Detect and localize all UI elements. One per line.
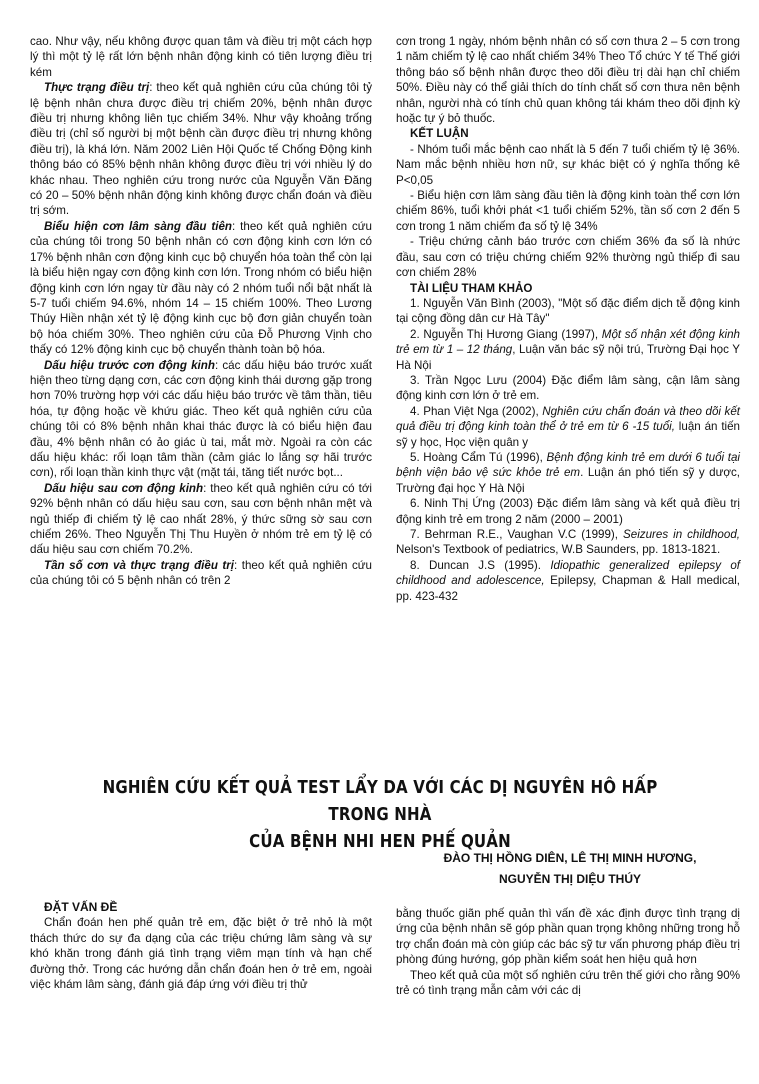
- paragraph: [30, 80, 372, 219]
- references-heading: TÀI LIỆU THAM KHẢO: [410, 281, 533, 295]
- paragraph-body: : các dấu hiệu báo trước xuất hiện theo từng dạng cơn, các cơn động kinh thái dương gặp trong hơn 70% trường hợp với các dấu hiệu báo trước về tâm thần, tiêu hóa, tự động hoặc về khứu giác. Theo kết quả nghiên cứu của chúng tôi có 8% bệnh nhân khai thác được là có biểu hiện đau đầu, 4% bệnh nhân có ảo giác ù tai, mắt mờ. Ngoài ra còn các dấu hiệu khác: rối loạn tâm thần (cảm giác lo lắng sợ hãi trước cơn), rối loạn thần kinh thực vật (mặt tái, tăng tiết nước bọt...: [30, 358, 372, 480]
- reference-pre: 6. Ninh Thị Ứng (2003) Đặc điểm lâm sàng và kết quả điều trị động kinh trẻ em trong 2 năm (2000 – 2001): [396, 497, 740, 526]
- conclusion-item: - Biểu hiện cơn lâm sàng đầu tiên là động kinh toàn thể cơn lớn chiếm 86%, tuổi khởi phát <1 tuổi chiếm 52%, tần số cơn 2 đến 5 cơn trong 1 năm chiếm đa số tỷ lệ 34%: [396, 189, 740, 233]
- article-title-line: NGHIÊN CỨU KẾT QUẢ TEST LẨY DA VỚI CÁC DỊ NGUYÊN HÔ HẤP TRONG NHÀ: [102, 778, 658, 825]
- article-authors: [400, 848, 740, 890]
- authors-line: NGUYỄN THỊ DIỆU THÚY: [498, 872, 641, 886]
- left-column: [30, 34, 372, 589]
- article-title-line: CỦA BỆNH NHI HEN PHẾ QUẢN: [249, 832, 511, 852]
- paragraph: [30, 558, 372, 589]
- paragraph-lead: Tần số cơn và thực trạng điều trị: [44, 558, 235, 572]
- paragraph-lead: Thực trạng điều trị: [44, 81, 150, 95]
- reference-item: [396, 527, 740, 558]
- reference-list: [396, 296, 740, 604]
- reference-item: [396, 373, 740, 404]
- paragraph: cơn trong 1 ngày, nhóm bệnh nhân có số cơn thưa 2 – 5 cơn trong 1 năm chiếm tỷ lệ cao nhất chiếm 34% Theo Tổ chức Y tế Thế giới thông báo số bệnh nhân được theo dõi điều trị dài hạn chỉ chiếm 50%. Điều này có thể giải thích do tính chất số cơn thưa nên bệnh nhân, người nhà có tính chủ quan không tái khám theo dõi định kỳ hoặc tự ý bỏ thuốc.: [396, 35, 740, 126]
- reference-pre: 4. Phan Việt Nga (2002),: [410, 404, 543, 418]
- reference-pre: 5. Hoàng Cẩm Tú (1996),: [410, 450, 547, 464]
- reference-it: Một số nhận xét động kinh trẻ em từ 1 – 12 tháng: [396, 327, 740, 357]
- conclusion-heading: KẾT LUẬN: [410, 127, 469, 141]
- reference-post: luận án tiến sỹ y học, Học viện quân y: [396, 420, 741, 449]
- article-title: [70, 775, 689, 856]
- paragraph: [30, 481, 372, 558]
- reference-it: Seizures in childhood,: [623, 528, 740, 541]
- paragraph: cao. Như vậy, nếu không được quan tâm và điều trị một cách hợp lý thì một tỷ lệ rất lớn bệnh nhân động kinh có tiên lượng điều trị kém: [30, 35, 372, 79]
- paragraph-lead: Dấu hiệu trước cơn động kinh: [44, 358, 215, 372]
- reference-post: . Luận án phó tiến sỹ y dược, Trường đại học Y Hà Nội: [396, 466, 740, 495]
- paragraph-body: : theo kết quả nghiên cứu có tới 92% bệnh nhân có dấu hiệu sau cơn, sau cơn bệnh nhân mệt và ngủ thiếp đi chiếm tỷ lệ cao nhất 28%, ý thức sững sờ sau cơn chiếm 26%. Theo Nguyễn Thị Thu Huyền ở nhóm trẻ em tỷ lệ có dấu hiệu sau cơn chiếm 70.2%.: [30, 481, 373, 557]
- authors-line: ĐÀO THỊ HỒNG DIÊN, LÊ THỊ MINH HƯƠNG,: [443, 851, 697, 865]
- reference-item: [396, 296, 740, 327]
- paragraph-lead: Dấu hiệu sau cơn động kinh: [44, 481, 204, 495]
- reference-pre: 7. Behrman R.E., Vaughan V.C (1999),: [410, 528, 624, 541]
- reference-item: [396, 496, 740, 527]
- section-heading: ĐẶT VẤN ĐỀ: [44, 900, 118, 914]
- right-column: [396, 34, 740, 604]
- reference-pre: 2. Nguyễn Thị Hương Giang (1997),: [410, 327, 602, 341]
- reference-it: Idiopathic generalized epilepsy of childhood and adolescence,: [396, 558, 740, 588]
- paragraph: bằng thuốc giãn phế quản thì vấn đề xác định được tình trạng dị ứng của bệnh nhân sẽ góp phần quan trọng không những trong hỗ trợ chẩn đoán mà còn giúp các bác sỹ tư vấn phương pháp điều trị phòng đúng hướng, góp phần kiểm soát hen hiệu quả hơn: [396, 907, 740, 967]
- paragraph: [30, 358, 372, 481]
- paragraph: Chẩn đoán hen phế quản trẻ em, đặc biệt ở trẻ nhỏ là một thách thức do sự đa dạng của các triệu chứng lâm sàng và sự khó khăn trong đánh giá tình trạng viêm mạn tính và hạn chế đường thở. Trong các hướng dẫn chẩn đoán hen ở trẻ em, ngoài việc khám lâm sàng, đánh giá đáp ứng với điều trị thử: [30, 916, 372, 992]
- reference-item: [396, 558, 740, 604]
- conclusion-item: - Triệu chứng cảnh báo trước cơn chiếm 36% đa số là nhức đầu, sau cơn có triệu chứng chiếm 92% thường ngủ thiếp đi sau cơn chiếm 28%: [396, 235, 740, 280]
- reference-pre: 3. Trần Ngọc Lưu (2004) Đặc điểm lâm sàng, cận lâm sàng động kinh cơn lớn ở trẻ em.: [396, 373, 740, 403]
- reference-pre: 1. Nguyễn Văn Bình (2003), "Một số đặc điểm dịch tễ động kinh tại cộng đồng dân cư Hà Tây": [396, 296, 740, 326]
- conclusion-item: - Nhóm tuổi mắc bệnh cao nhất là 5 đến 7 tuổi chiếm tỷ lệ 36%. Nam mắc bệnh nhiều hơn nữ, sự khác biệt có ý nghĩa thống kê P<0,05: [396, 142, 740, 187]
- reference-post: Epilepsy, Chapman & Hall medical, pp. 423-432: [396, 574, 741, 603]
- reference-it: Nghiên cứu chẩn đoán và theo dõi kết quả điều trị động kinh toàn thể ở trẻ em từ 6 -15 tuổi,: [396, 404, 741, 434]
- reference-it: Bệnh động kinh trẻ em dưới 6 tuổi tại bệnh viện bảo vệ sức khỏe trẻ em: [396, 450, 740, 480]
- intro-right-column: [396, 906, 740, 998]
- paragraph-body: : theo kết quả nghiên cứu của chúng tôi trong 50 bệnh nhân có cơn động kinh cơn lớn có 17% bệnh nhân cơn động kinh cục bộ chuyển hóa toàn thể còn lại là biểu hiện ngay cơn động kinh cơn lớn. Trong nhóm có biểu hiện động kinh cơn lớn ngay từ đầu này có 2 nhóm tuổi nổi bật nhất là 5-7 tuổi chiếm 94.6%, nhóm 14 – 15 chiếm 100%. Theo Lương Thúy Hiền nhận xét tỷ lệ động kinh cục bộ đơn giản chuyển toàn bộ hóa chiếm 30%. Theo nghiên cứu của Đỗ Phương Vịnh cho thấy có 12% động kinh cục bộ chuyển thành toàn bộ hóa.: [30, 219, 372, 357]
- reference-item: [396, 450, 740, 496]
- reference-item: [396, 327, 740, 373]
- paragraph-lead: Biểu hiện cơn lâm sàng đầu tiên: [44, 219, 233, 233]
- reference-item: [396, 404, 740, 450]
- reference-pre: 8. Duncan J.S (1995).: [410, 558, 551, 572]
- reference-post: Nelson's Textbook of pediatrics, W.B Saunders, pp. 1813-1821.: [396, 543, 721, 557]
- paragraph: Theo kết quả của một số nghiên cứu trên thế giới cho rằng 90% trẻ có tình trạng mẫn cảm với các dị: [396, 968, 740, 998]
- reference-post: , Luận văn bác sỹ nội trú, Trường Đại học Y Hà Nội: [396, 343, 740, 372]
- paragraph: [30, 219, 372, 358]
- paragraph-body: : theo kết quả nghiên cứu của chúng tôi tỷ lệ bệnh nhân chưa được điều trị chiếm 20%, bệnh nhân được điều trị nhưng không liên tục chiếm 34%. Như vậy khoảng trống điều trị (chỉ số người bị một bệnh cần được điều trị nhưng không điều trị), là khá lớn. Năm 2002 Liên Hội Quốc tế Chống Động kinh thông báo có 85% bệnh nhân không được điều trị với nhiều lý do khác nhau. Theo nghiên cứu trong nước của Nguyễn Văn Đăng có 20 – 50% bệnh nhân động kinh không được chẩn đoán và điều trị sớm.: [30, 81, 372, 218]
- paragraph-body: : theo kết quả nghiên cứu của chúng tôi có 5 bệnh nhân có trên 2: [30, 558, 372, 588]
- intro-left-column: [30, 900, 372, 992]
